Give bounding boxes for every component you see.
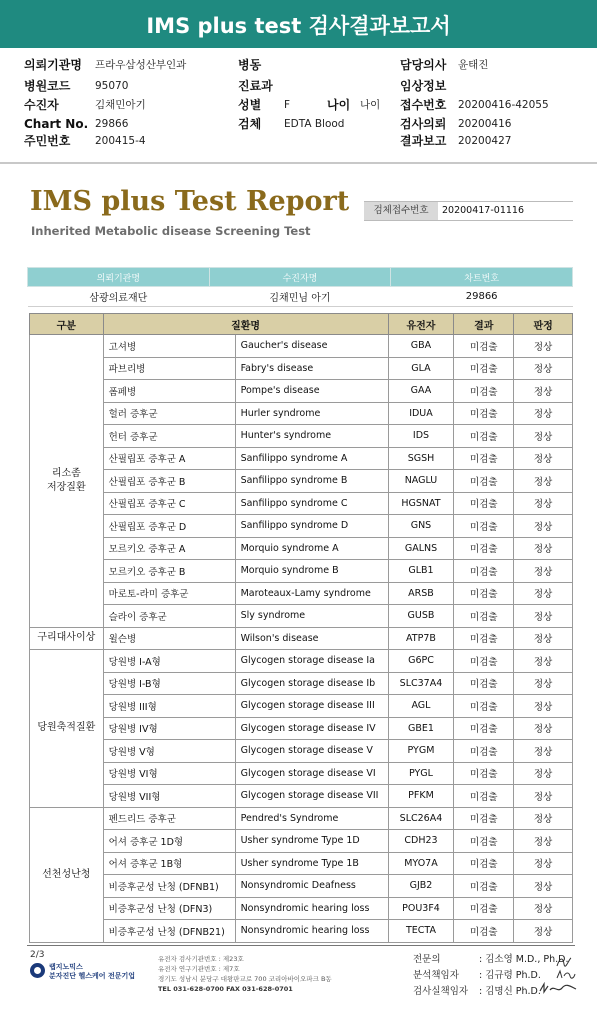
- info-examinee: 김채민님 아기: [209, 287, 391, 307]
- gene-cell: PFKM: [388, 785, 454, 808]
- gene-cell: GUSB: [388, 605, 454, 628]
- disease-name-en: Glycogen storage disease Ib: [235, 672, 388, 695]
- disease-name-ko: 비증후군성 난청 (DFN3): [103, 897, 235, 920]
- gene-cell: CDH23: [388, 830, 454, 853]
- hospital-code-value: 95070: [95, 80, 129, 92]
- specimen-receipt-label: 검체접수번호: [364, 202, 438, 220]
- footer-divider: [27, 945, 575, 946]
- gene-cell: GAA: [388, 380, 454, 403]
- gene-cell: POU3F4: [388, 897, 454, 920]
- disease-name-ko: 당원병 VI형: [103, 762, 235, 785]
- page-title: IMS plus test 검사결과보고서: [146, 14, 451, 38]
- disease-name-ko: 산필립포 증후군 C: [103, 492, 235, 515]
- report-heading: IMS plus Test Report: [30, 186, 350, 217]
- result-cell: 미검출: [454, 627, 514, 650]
- col-header-result: 결과: [454, 314, 514, 335]
- disease-name-ko: 어셔 증후군 1D형: [103, 830, 235, 853]
- signature-3-icon: [538, 982, 578, 996]
- disease-name-en: Morquio syndrome A: [235, 537, 388, 560]
- result-cell: 미검출: [454, 447, 514, 470]
- result-cell: 미검출: [454, 492, 514, 515]
- result-cell: 미검출: [454, 470, 514, 493]
- disease-name-en: Pendred's Syndrome: [235, 807, 388, 830]
- result-cell: 미검출: [454, 717, 514, 740]
- result-cell: 미검출: [454, 357, 514, 380]
- col-header-verdict: 판정: [514, 314, 573, 335]
- disease-name-ko: 헐러 증후군: [103, 402, 235, 425]
- verdict-cell: 정상: [514, 537, 573, 560]
- gene-cell: HGSNAT: [388, 492, 454, 515]
- page-number: 2/3: [30, 950, 45, 960]
- result-cell: 미검출: [454, 605, 514, 628]
- disease-name-en: Pompe's disease: [235, 380, 388, 403]
- patient-header: [0, 50, 597, 152]
- verdict-cell: 정상: [514, 470, 573, 493]
- gene-cell: GLA: [388, 357, 454, 380]
- signature-1-icon: [555, 955, 573, 969]
- staff-1-label: 전문의: [413, 954, 441, 965]
- verdict-cell: 정상: [514, 515, 573, 538]
- company-name: [49, 963, 135, 981]
- gene-cell: SGSH: [388, 447, 454, 470]
- doctor-label: 담당의사: [400, 58, 447, 72]
- disease-name-ko: 모르키오 증후군 B: [103, 560, 235, 583]
- disease-name-en: Morquio syndrome B: [235, 560, 388, 583]
- table-row: [30, 717, 573, 740]
- chart-no-value: 29866: [95, 118, 129, 130]
- disease-name-ko: 당원병 IV형: [103, 717, 235, 740]
- verdict-cell: 정상: [514, 627, 573, 650]
- verdict-cell: 정상: [514, 762, 573, 785]
- disease-name-ko: 파브리병: [103, 357, 235, 380]
- disease-name-ko: 폼페병: [103, 380, 235, 403]
- gene-cell: ATP7B: [388, 627, 454, 650]
- company-logo-icon: [30, 963, 45, 978]
- verdict-cell: 정상: [514, 582, 573, 605]
- table-row: [30, 357, 573, 380]
- verdict-cell: 정상: [514, 717, 573, 740]
- license-info: [158, 954, 332, 994]
- gene-cell: TECTA: [388, 920, 454, 943]
- license-line-2: 유전자 연구기관번호 : 제7호: [158, 965, 240, 973]
- table-row: [30, 785, 573, 808]
- result-cell: 미검출: [454, 560, 514, 583]
- gene-cell: IDS: [388, 425, 454, 448]
- result-cell: 미검출: [454, 335, 514, 358]
- result-cell: 미검출: [454, 875, 514, 898]
- table-row: [30, 830, 573, 853]
- col-header-category: 구분: [30, 314, 104, 335]
- gene-cell: GBA: [388, 335, 454, 358]
- gene-cell: GLB1: [388, 560, 454, 583]
- verdict-cell: 정상: [514, 830, 573, 853]
- age-value: 나이: [360, 99, 381, 111]
- result-cell: 미검출: [454, 897, 514, 920]
- col-header-gene: 유전자: [388, 314, 454, 335]
- disease-name-ko: 어셔 증후군 1B형: [103, 852, 235, 875]
- requester-info-table: [27, 267, 573, 307]
- verdict-cell: 정상: [514, 605, 573, 628]
- table-row: [30, 560, 573, 583]
- verdict-cell: 정상: [514, 447, 573, 470]
- disease-name-en: Glycogen storage disease Ia: [235, 650, 388, 673]
- disease-name-en: Nonsyndromic hearing loss: [235, 920, 388, 943]
- info-header-examinee: 수진자명: [209, 268, 391, 287]
- result-cell: 미검출: [454, 582, 514, 605]
- disease-name-ko: 헌터 증후군: [103, 425, 235, 448]
- disease-name-ko: 당원병 I-A형: [103, 650, 235, 673]
- disease-name-en: Hurler syndrome: [235, 402, 388, 425]
- disease-name-en: Glycogen storage disease VI: [235, 762, 388, 785]
- result-cell: 미검출: [454, 740, 514, 763]
- table-row: [30, 740, 573, 763]
- table-row: [30, 807, 573, 830]
- result-cell: 미검출: [454, 402, 514, 425]
- table-row: [30, 425, 573, 448]
- result-cell: 미검출: [454, 380, 514, 403]
- disease-name-en: Nonsyndromic hearing loss: [235, 897, 388, 920]
- report-date-value: 20200427: [458, 135, 512, 147]
- receipt-no-value: 20200416-42055: [458, 99, 549, 111]
- table-row: [30, 492, 573, 515]
- col-header-disease: 질환명: [103, 314, 388, 335]
- result-cell: 미검출: [454, 807, 514, 830]
- table-row: [30, 605, 573, 628]
- chart-no-label: Chart No.: [24, 117, 89, 131]
- resident-no-value: 200415-4: [95, 135, 146, 147]
- verdict-cell: 정상: [514, 897, 573, 920]
- verdict-cell: 정상: [514, 335, 573, 358]
- specimen-label: 검체: [238, 117, 262, 131]
- disease-name-en: Fabry's disease: [235, 357, 388, 380]
- gene-cell: ARSB: [388, 582, 454, 605]
- result-cell: 미검출: [454, 785, 514, 808]
- verdict-cell: 정상: [514, 875, 573, 898]
- report-subheading: Inherited Metabolic disease Screening Test: [31, 224, 311, 238]
- disease-name-en: Maroteaux-Lamy syndrome: [235, 582, 388, 605]
- examinee-value: 김채민아기: [95, 99, 146, 111]
- verdict-cell: 정상: [514, 807, 573, 830]
- table-row: [30, 335, 573, 358]
- verdict-cell: 정상: [514, 672, 573, 695]
- verdict-cell: 정상: [514, 425, 573, 448]
- resident-no-label: 주민번호: [24, 134, 71, 148]
- gene-cell: AGL: [388, 695, 454, 718]
- table-row: [30, 875, 573, 898]
- table-row: [30, 380, 573, 403]
- result-cell: 미검출: [454, 830, 514, 853]
- verdict-cell: 정상: [514, 740, 573, 763]
- disease-name-en: Usher syndrome Type 1B: [235, 852, 388, 875]
- disease-name-en: Sanfilippo syndrome B: [235, 470, 388, 493]
- disease-name-ko: 산필립포 증후군 D: [103, 515, 235, 538]
- info-header-institution: 의뢰기관명: [28, 268, 210, 287]
- request-date-label: 검사의뢰: [400, 117, 447, 131]
- info-chart: 29866: [391, 287, 573, 307]
- table-row: [30, 762, 573, 785]
- table-row: [30, 852, 573, 875]
- disease-name-en: Glycogen storage disease VII: [235, 785, 388, 808]
- doctor-value: 윤태진: [458, 59, 489, 71]
- category-cell: 선천성난청: [30, 807, 104, 942]
- institution-value: 프라우삼성산부인과: [95, 59, 187, 71]
- disease-name-ko: 고셔병: [103, 335, 235, 358]
- disease-name-en: Sanfilippo syndrome A: [235, 447, 388, 470]
- verdict-cell: 정상: [514, 560, 573, 583]
- gene-cell: IDUA: [388, 402, 454, 425]
- disease-name-en: Sanfilippo syndrome C: [235, 492, 388, 515]
- verdict-cell: 정상: [514, 402, 573, 425]
- department-label: 진료과: [238, 79, 273, 93]
- sex-label: 성별: [238, 98, 262, 112]
- result-cell: 미검출: [454, 852, 514, 875]
- disease-name-ko: 당원병 V형: [103, 740, 235, 763]
- ward-label: 병동: [238, 58, 262, 72]
- specimen-receipt-value: 20200417-01116: [442, 205, 525, 216]
- disease-name-ko: 당원병 III형: [103, 695, 235, 718]
- result-cell: 미검출: [454, 650, 514, 673]
- result-cell: 미검출: [454, 672, 514, 695]
- table-row: [30, 402, 573, 425]
- verdict-cell: 정상: [514, 380, 573, 403]
- table-row: [30, 470, 573, 493]
- gene-cell: GALNS: [388, 537, 454, 560]
- result-cell: 미검출: [454, 762, 514, 785]
- disease-name-en: Wilson's disease: [235, 627, 388, 650]
- verdict-cell: 정상: [514, 357, 573, 380]
- signature-2-icon: [555, 968, 577, 982]
- disease-name-en: Glycogen storage disease III: [235, 695, 388, 718]
- disease-name-en: Sanfilippo syndrome D: [235, 515, 388, 538]
- category-cell: 리소좀 저장질환: [30, 335, 104, 628]
- staff-2-value: : 김규령 Ph.D.: [479, 970, 541, 981]
- table-row: [30, 515, 573, 538]
- specimen-receipt-box: [364, 201, 573, 221]
- contact-line: TEL 031-628-0700 FAX 031-628-0701: [158, 985, 293, 993]
- gene-cell: SLC26A4: [388, 807, 454, 830]
- info-header-chart: 차트번호: [391, 268, 573, 287]
- gene-cell: GJB2: [388, 875, 454, 898]
- result-cell: 미검출: [454, 515, 514, 538]
- report-title-bar: [0, 0, 597, 48]
- table-row: [30, 447, 573, 470]
- gene-cell: G6PC: [388, 650, 454, 673]
- staff-3-label: 검사실책임자: [413, 986, 469, 997]
- disease-name-ko: 비증후군성 난청 (DFNB1): [103, 875, 235, 898]
- company-name-line1: 랩지노믹스: [49, 963, 83, 971]
- result-cell: 미검출: [454, 920, 514, 943]
- gene-cell: GBE1: [388, 717, 454, 740]
- table-row: [30, 650, 573, 673]
- result-cell: 미검출: [454, 537, 514, 560]
- disease-name-en: Glycogen storage disease V: [235, 740, 388, 763]
- table-row: [30, 695, 573, 718]
- company-name-line2: 분자진단 헬스케어 전문기업: [49, 972, 136, 980]
- institution-label: 의뢰기관명: [24, 58, 82, 72]
- info-institution: 삼광의료재단: [28, 287, 210, 307]
- header-divider: [0, 162, 597, 164]
- gene-cell: SLC37A4: [388, 672, 454, 695]
- disease-name-en: Hunter's syndrome: [235, 425, 388, 448]
- result-cell: 미검출: [454, 425, 514, 448]
- results-table: [29, 313, 573, 943]
- gene-cell: MYO7A: [388, 852, 454, 875]
- disease-name-en: Nonsyndromic Deafness: [235, 875, 388, 898]
- specimen-value: EDTA Blood: [284, 118, 345, 130]
- disease-name-en: Gaucher's disease: [235, 335, 388, 358]
- table-row: [30, 672, 573, 695]
- staff-3-value: : 김명신 Ph.D.: [479, 986, 541, 997]
- verdict-cell: 정상: [514, 650, 573, 673]
- disease-name-ko: 마로토-라미 증후군: [103, 582, 235, 605]
- staff-1-value: : 김소영 M.D., Ph.D.: [479, 954, 569, 965]
- disease-name-ko: 모르키오 증후군 A: [103, 537, 235, 560]
- verdict-cell: 정상: [514, 852, 573, 875]
- category-cell: 당원축적질환: [30, 650, 104, 808]
- disease-name-ko: 펜드리드 증후군: [103, 807, 235, 830]
- disease-name-ko: 윌슨병: [103, 627, 235, 650]
- table-row: [30, 920, 573, 943]
- gene-cell: GNS: [388, 515, 454, 538]
- table-row: [30, 537, 573, 560]
- request-date-value: 20200416: [458, 118, 512, 130]
- table-row: [30, 627, 573, 650]
- verdict-cell: 정상: [514, 920, 573, 943]
- table-row: [30, 582, 573, 605]
- hospital-code-label: 병원코드: [24, 79, 71, 93]
- gene-cell: PYGM: [388, 740, 454, 763]
- examinee-label: 수진자: [24, 98, 59, 112]
- gene-cell: NAGLU: [388, 470, 454, 493]
- address-line: 경기도 성남시 분당구 대왕판교로 700 코리아바이오파크 B동: [158, 975, 332, 983]
- staff-2-label: 분석책임자: [413, 970, 459, 981]
- table-row: [30, 897, 573, 920]
- disease-name-en: Sly syndrome: [235, 605, 388, 628]
- age-label: 나이: [327, 98, 351, 112]
- receipt-no-label: 접수번호: [400, 98, 447, 112]
- disease-name-en: Usher syndrome Type 1D: [235, 830, 388, 853]
- verdict-cell: 정상: [514, 492, 573, 515]
- verdict-cell: 정상: [514, 785, 573, 808]
- disease-name-en: Glycogen storage disease IV: [235, 717, 388, 740]
- category-cell: 구리대사이상: [30, 627, 104, 650]
- verdict-cell: 정상: [514, 695, 573, 718]
- license-line-1: 유전자 검사기관번호 : 제23호: [158, 955, 244, 963]
- gene-cell: PYGL: [388, 762, 454, 785]
- disease-name-ko: 비증후군성 난청 (DFNB21): [103, 920, 235, 943]
- disease-name-ko: 슬라이 증후군: [103, 605, 235, 628]
- disease-name-ko: 산필립포 증후군 B: [103, 470, 235, 493]
- disease-name-ko: 당원병 VII형: [103, 785, 235, 808]
- disease-name-ko: 당원병 I-B형: [103, 672, 235, 695]
- clinical-info-label: 임상정보: [400, 79, 447, 93]
- sex-value: F: [284, 99, 291, 111]
- result-cell: 미검출: [454, 695, 514, 718]
- report-date-label: 결과보고: [400, 134, 447, 148]
- disease-name-ko: 산필립포 증후군 A: [103, 447, 235, 470]
